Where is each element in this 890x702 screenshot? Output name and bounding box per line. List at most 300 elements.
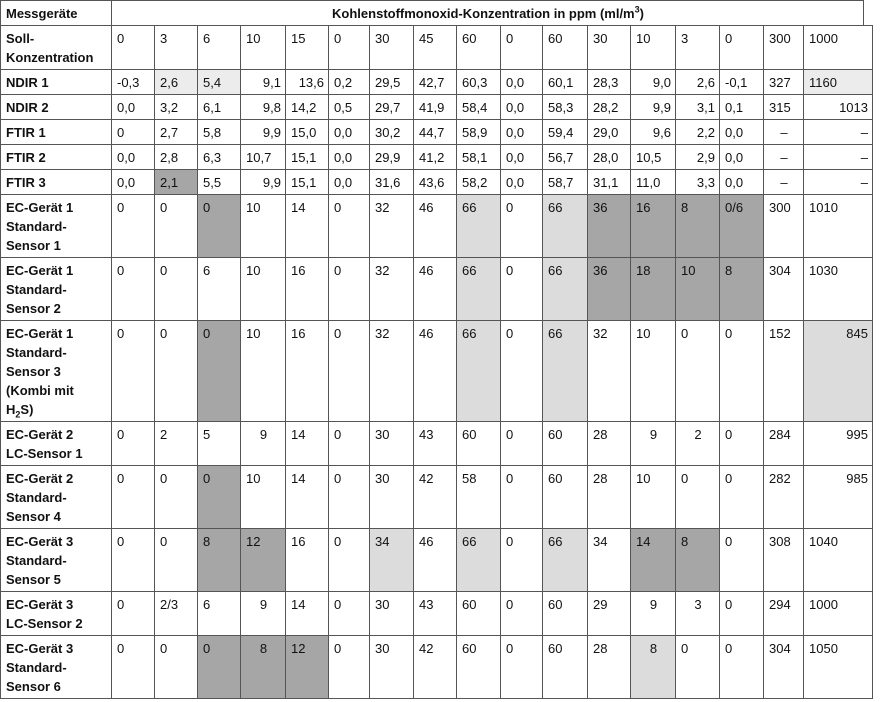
row-label-line: EC-Gerät 2 <box>6 471 74 486</box>
table-cell: 34 <box>588 529 631 592</box>
table-cell: 6 <box>198 592 241 636</box>
table-cell: 300 <box>764 195 804 258</box>
table-cell: 2 <box>155 422 198 466</box>
table-cell: 0 <box>329 422 370 466</box>
table-row <box>1 195 873 258</box>
table-cell: 6 <box>198 26 241 70</box>
table-row <box>1 95 873 120</box>
row-label-subscript: 2 <box>15 409 21 420</box>
table-cell: 8 <box>720 258 764 321</box>
table-cell: 315 <box>764 95 804 120</box>
table-cell: 42 <box>414 466 457 529</box>
table-cell: 66 <box>543 258 588 321</box>
table-cell: 41,9 <box>414 95 457 120</box>
table-cell: 0 <box>155 195 198 258</box>
table-cell: 8 <box>241 636 286 699</box>
table-cell: 3 <box>676 26 720 70</box>
table-cell: 66 <box>457 258 501 321</box>
table-cell: 2,6 <box>155 70 198 95</box>
table-cell: 60 <box>543 26 588 70</box>
table-cell: 0 <box>720 466 764 529</box>
table-row <box>1 592 873 636</box>
table-cell: 0 <box>155 258 198 321</box>
table-cell: 2,6 <box>676 70 720 95</box>
table-cell: 0 <box>155 466 198 529</box>
row-label-line: Konzentration <box>6 50 94 65</box>
table-cell: 0 <box>112 529 155 592</box>
table-cell: 60 <box>457 26 501 70</box>
table-cell: 60 <box>543 466 588 529</box>
table-cell: 9 <box>241 422 286 466</box>
row-label-line: LC-Sensor 1 <box>6 446 83 461</box>
concentration-unit-superscript: 3 <box>634 4 640 15</box>
table-cell: 0 <box>720 529 764 592</box>
table-cell: 308 <box>764 529 804 592</box>
table-cell: 995 <box>804 422 873 466</box>
table-cell: 9,9 <box>241 120 286 145</box>
table-cell: 14 <box>286 195 329 258</box>
table-cell: 1050 <box>804 636 873 699</box>
table-row <box>1 258 873 321</box>
table-cell: 0,0 <box>501 120 543 145</box>
table-cell: 30 <box>588 26 631 70</box>
table-cell: 2 <box>676 422 720 466</box>
row-label-line: EC-Gerät 1 <box>6 200 74 215</box>
table-cell: 0 <box>329 321 370 422</box>
table-cell: 3,2 <box>155 95 198 120</box>
row-label-line: Standard- <box>6 282 67 297</box>
table-cell: 2/3 <box>155 592 198 636</box>
table-cell: 10 <box>631 26 676 70</box>
table-cell: 29,9 <box>370 145 414 170</box>
table-cell: 1013 <box>804 95 873 120</box>
table-cell: 0 <box>329 26 370 70</box>
table-cell: 16 <box>286 529 329 592</box>
table-cell: 16 <box>631 195 676 258</box>
row-label <box>1 258 112 321</box>
table-cell: 60 <box>457 422 501 466</box>
table-cell: 60,3 <box>457 70 501 95</box>
table-cell: 59,4 <box>543 120 588 145</box>
row-label <box>1 170 112 195</box>
table-cell: 66 <box>457 195 501 258</box>
table-cell: 1000 <box>804 26 873 70</box>
row-label-line: FTIR 3 <box>6 175 46 190</box>
table-cell: 6,3 <box>198 145 241 170</box>
table-cell: 14,2 <box>286 95 329 120</box>
table-cell: 1040 <box>804 529 873 592</box>
table-cell: 0 <box>329 592 370 636</box>
table-cell: 0 <box>112 321 155 422</box>
table-cell: 0 <box>501 422 543 466</box>
table-cell: 9,9 <box>241 170 286 195</box>
row-label <box>1 95 112 120</box>
table-cell: 60 <box>457 592 501 636</box>
table-cell: 2,7 <box>155 120 198 145</box>
table-cell: 60 <box>543 636 588 699</box>
table-cell: 0 <box>501 258 543 321</box>
row-label-line: LC-Sensor 2 <box>6 616 83 631</box>
table-cell: 43,6 <box>414 170 457 195</box>
table-cell: 0 <box>329 258 370 321</box>
table-cell: 0 <box>329 466 370 529</box>
table-cell: 0 <box>155 321 198 422</box>
table-cell: 32 <box>588 321 631 422</box>
table-row <box>1 636 873 699</box>
table-cell: 66 <box>543 195 588 258</box>
table-cell: 0 <box>501 321 543 422</box>
table-cell: 11,0 <box>631 170 676 195</box>
table-cell: – <box>804 170 873 195</box>
table-cell: 0 <box>112 195 155 258</box>
table-cell: 0,1 <box>720 95 764 120</box>
table-body <box>1 26 873 699</box>
table-cell: 66 <box>543 321 588 422</box>
table-cell: 0 <box>112 636 155 699</box>
table-cell: 29 <box>588 592 631 636</box>
row-label <box>1 592 112 636</box>
table-cell: – <box>804 145 873 170</box>
table-cell: 46 <box>414 258 457 321</box>
table-cell: 12 <box>286 636 329 699</box>
table-cell: 0 <box>501 195 543 258</box>
table-cell: 5,5 <box>198 170 241 195</box>
table-cell: 56,7 <box>543 145 588 170</box>
table-cell: 2,2 <box>676 120 720 145</box>
table-cell: 12 <box>241 529 286 592</box>
table-cell: 66 <box>457 529 501 592</box>
table-cell: 43 <box>414 592 457 636</box>
table-cell: 0 <box>720 321 764 422</box>
table-cell: 58,1 <box>457 145 501 170</box>
concentration-title-text: Kohlenstoffmonoxid-Konzentration in ppm (ml/m <box>332 6 635 21</box>
row-label <box>1 26 112 70</box>
table-cell: 0 <box>676 321 720 422</box>
table-cell: 0 <box>329 636 370 699</box>
table-cell: – <box>764 170 804 195</box>
table-cell: 60,1 <box>543 70 588 95</box>
row-label <box>1 529 112 592</box>
table-cell: 1000 <box>804 592 873 636</box>
table-cell: 0,2 <box>329 70 370 95</box>
table-row <box>1 120 873 145</box>
table-cell: 282 <box>764 466 804 529</box>
table-cell: 0,0 <box>501 170 543 195</box>
table-cell: 46 <box>414 195 457 258</box>
table-cell: 10 <box>676 258 720 321</box>
table-cell: -0,1 <box>720 70 764 95</box>
table-cell: 0 <box>676 466 720 529</box>
row-label-line: (Kombi mit <box>6 383 74 398</box>
table-cell: 43 <box>414 422 457 466</box>
table-cell: 30 <box>370 466 414 529</box>
table-cell: 0,0 <box>501 95 543 120</box>
row-label-line: EC-Gerät 3 <box>6 534 74 549</box>
table-cell: 15 <box>286 26 329 70</box>
table-cell: 42 <box>414 636 457 699</box>
table-cell: 3,1 <box>676 95 720 120</box>
table-cell: 0,0 <box>112 145 155 170</box>
table-cell: 66 <box>543 529 588 592</box>
table-cell: 5,4 <box>198 70 241 95</box>
table-cell: 284 <box>764 422 804 466</box>
table-cell: 58,4 <box>457 95 501 120</box>
table-cell: 44,7 <box>414 120 457 145</box>
table-cell: 28 <box>588 422 631 466</box>
table-cell: 0 <box>155 529 198 592</box>
table-cell: 14 <box>286 466 329 529</box>
table-cell: 0/6 <box>720 195 764 258</box>
table-cell: 10 <box>241 258 286 321</box>
row-label-line: EC-Gerät 2 <box>6 427 74 442</box>
table-cell: 0,0 <box>329 145 370 170</box>
table-cell: 0 <box>198 466 241 529</box>
table-cell: 42,7 <box>414 70 457 95</box>
table-cell: 3 <box>155 26 198 70</box>
table-cell: 15,0 <box>286 120 329 145</box>
table-cell: 0,0 <box>112 170 155 195</box>
table-cell: 58,9 <box>457 120 501 145</box>
table-cell: 1010 <box>804 195 873 258</box>
table-cell: 2,1 <box>155 170 198 195</box>
table-cell: 0,0 <box>329 120 370 145</box>
row-label-line: FTIR 1 <box>6 125 46 140</box>
row-label-line: Soll- <box>6 31 35 46</box>
table-cell: 304 <box>764 258 804 321</box>
table-cell: 16 <box>286 321 329 422</box>
table-cell: 0,5 <box>329 95 370 120</box>
table-cell: 8 <box>198 529 241 592</box>
concentration-title-close: ) <box>639 6 644 21</box>
table-cell: 1160 <box>804 70 873 95</box>
header-row <box>1 1 873 26</box>
table-cell: 0,0 <box>112 95 155 120</box>
table-cell: 0 <box>112 258 155 321</box>
row-label-line: Sensor 5 <box>6 572 61 587</box>
table-cell: 18 <box>631 258 676 321</box>
row-label <box>1 195 112 258</box>
table-cell: 58 <box>457 466 501 529</box>
row-label-line: FTIR 2 <box>6 150 46 165</box>
table-cell: 10 <box>241 26 286 70</box>
table-cell: 10 <box>631 321 676 422</box>
row-label-line: NDIR 2 <box>6 100 49 115</box>
table-cell: 3 <box>676 592 720 636</box>
column-header-concentration <box>112 1 864 26</box>
table-cell: 34 <box>370 529 414 592</box>
table-cell: 60 <box>543 592 588 636</box>
table-cell: 0,0 <box>501 70 543 95</box>
table-cell: 0 <box>329 529 370 592</box>
table-cell: 0 <box>720 422 764 466</box>
table-cell: 58,7 <box>543 170 588 195</box>
table-cell: 0 <box>720 592 764 636</box>
table-cell: 30 <box>370 422 414 466</box>
table-row <box>1 26 873 70</box>
table-cell: 10 <box>631 466 676 529</box>
row-label-line: Standard- <box>6 219 67 234</box>
table-cell: 66 <box>457 321 501 422</box>
table-cell: 28 <box>588 466 631 529</box>
row-label-line: Sensor 6 <box>6 679 61 694</box>
row-label <box>1 422 112 466</box>
table-cell: 2,9 <box>676 145 720 170</box>
table-row <box>1 422 873 466</box>
table-cell: 30 <box>370 26 414 70</box>
table-cell: 29,0 <box>588 120 631 145</box>
table-cell: 0 <box>198 195 241 258</box>
table-cell: 10,7 <box>241 145 286 170</box>
row-label-line: EC-Gerät 3 <box>6 597 74 612</box>
table-row <box>1 529 873 592</box>
table-cell: 46 <box>414 529 457 592</box>
table-cell: 60 <box>543 422 588 466</box>
table-cell: 30 <box>370 636 414 699</box>
table-cell: 0 <box>501 529 543 592</box>
table-cell: 36 <box>588 195 631 258</box>
table-cell: 2,8 <box>155 145 198 170</box>
table-cell: 327 <box>764 70 804 95</box>
table-cell: 28,0 <box>588 145 631 170</box>
table-cell: – <box>764 120 804 145</box>
row-label-line: Standard- <box>6 345 67 360</box>
table-cell: 58,3 <box>543 95 588 120</box>
table-row <box>1 70 873 95</box>
table-row <box>1 145 873 170</box>
table-cell: 0 <box>155 636 198 699</box>
table-row <box>1 321 873 422</box>
table-cell: 300 <box>764 26 804 70</box>
table-cell: 9 <box>631 422 676 466</box>
table-cell: 0,0 <box>329 170 370 195</box>
table-cell: 304 <box>764 636 804 699</box>
row-label-line: EC-Gerät 3 <box>6 641 74 656</box>
table-cell: 0,0 <box>720 120 764 145</box>
table-cell: 0 <box>198 321 241 422</box>
table-cell: 0 <box>112 120 155 145</box>
table-cell: 0 <box>501 636 543 699</box>
row-label <box>1 466 112 529</box>
table-cell: 10,5 <box>631 145 676 170</box>
column-header-devices: Messgeräte <box>1 1 112 26</box>
table-cell: 41,2 <box>414 145 457 170</box>
row-label-line: Sensor 3 <box>6 364 61 379</box>
table-row <box>1 466 873 529</box>
table-cell: – <box>764 145 804 170</box>
table-cell: 0 <box>501 592 543 636</box>
table-cell: 14 <box>286 592 329 636</box>
table-cell: 45 <box>414 26 457 70</box>
table-cell: 0,0 <box>720 145 764 170</box>
table-cell: 30 <box>370 592 414 636</box>
table-cell: 58,2 <box>457 170 501 195</box>
table-cell: 5 <box>198 422 241 466</box>
table-cell: 0 <box>112 26 155 70</box>
table-cell: 32 <box>370 258 414 321</box>
table-cell: 30,2 <box>370 120 414 145</box>
table-cell: – <box>804 120 873 145</box>
table-cell: 9 <box>631 592 676 636</box>
row-label-line: Sensor 1 <box>6 238 61 253</box>
table-cell: 0,0 <box>720 170 764 195</box>
row-label-line: NDIR 1 <box>6 75 49 90</box>
row-label-line: Standard- <box>6 553 67 568</box>
table-cell: 28,3 <box>588 70 631 95</box>
table-cell: 14 <box>286 422 329 466</box>
table-cell: 46 <box>414 321 457 422</box>
table-cell: 8 <box>676 195 720 258</box>
table-cell: 0 <box>112 592 155 636</box>
table-cell: 32 <box>370 195 414 258</box>
table-cell: 28,2 <box>588 95 631 120</box>
table-cell: 0 <box>720 636 764 699</box>
row-label-line: Sensor 4 <box>6 509 61 524</box>
table-cell: 0 <box>198 636 241 699</box>
table-cell: 9,6 <box>631 120 676 145</box>
table-cell: 8 <box>676 529 720 592</box>
table-cell: 36 <box>588 258 631 321</box>
row-label-line: Standard- <box>6 660 67 675</box>
table-cell: 6 <box>198 258 241 321</box>
table-cell: 31,1 <box>588 170 631 195</box>
row-label-line: S) <box>20 402 34 417</box>
table-cell: 3,3 <box>676 170 720 195</box>
table-cell: 0 <box>720 26 764 70</box>
table-cell: 60 <box>457 636 501 699</box>
table-cell: 10 <box>241 466 286 529</box>
row-label <box>1 120 112 145</box>
table-cell: 1030 <box>804 258 873 321</box>
table-cell: 0 <box>112 466 155 529</box>
table-cell: 845 <box>804 321 873 422</box>
row-label <box>1 70 112 95</box>
table-cell: 32 <box>370 321 414 422</box>
table-cell: 13,6 <box>286 70 329 95</box>
table-cell: 10 <box>241 321 286 422</box>
table-cell: 0,0 <box>501 145 543 170</box>
table-cell: 0 <box>329 195 370 258</box>
table-cell: 0 <box>501 26 543 70</box>
table-cell: 294 <box>764 592 804 636</box>
table-cell: 0 <box>676 636 720 699</box>
table-cell: 28 <box>588 636 631 699</box>
table-cell: 15,1 <box>286 170 329 195</box>
table-cell: 29,7 <box>370 95 414 120</box>
row-label-line: EC-Gerät 1 <box>6 263 74 278</box>
table-cell: 31,6 <box>370 170 414 195</box>
table-cell: 152 <box>764 321 804 422</box>
row-label <box>1 145 112 170</box>
table-cell: 9,1 <box>241 70 286 95</box>
row-label <box>1 636 112 699</box>
row-label <box>1 321 112 422</box>
table-row <box>1 170 873 195</box>
row-label-line: H <box>6 402 16 417</box>
table-cell: 985 <box>804 466 873 529</box>
table-cell: 5,8 <box>198 120 241 145</box>
table-cell: 6,1 <box>198 95 241 120</box>
table-cell: 8 <box>631 636 676 699</box>
table-cell: 9,8 <box>241 95 286 120</box>
row-label-line: Standard- <box>6 490 67 505</box>
row-label-line: EC-Gerät 1 <box>6 326 74 341</box>
row-label-line: Sensor 2 <box>6 301 61 316</box>
table-cell: 0 <box>112 422 155 466</box>
table-cell: 14 <box>631 529 676 592</box>
table-cell: 0 <box>501 466 543 529</box>
table-cell: 29,5 <box>370 70 414 95</box>
table-cell: 9,0 <box>631 70 676 95</box>
